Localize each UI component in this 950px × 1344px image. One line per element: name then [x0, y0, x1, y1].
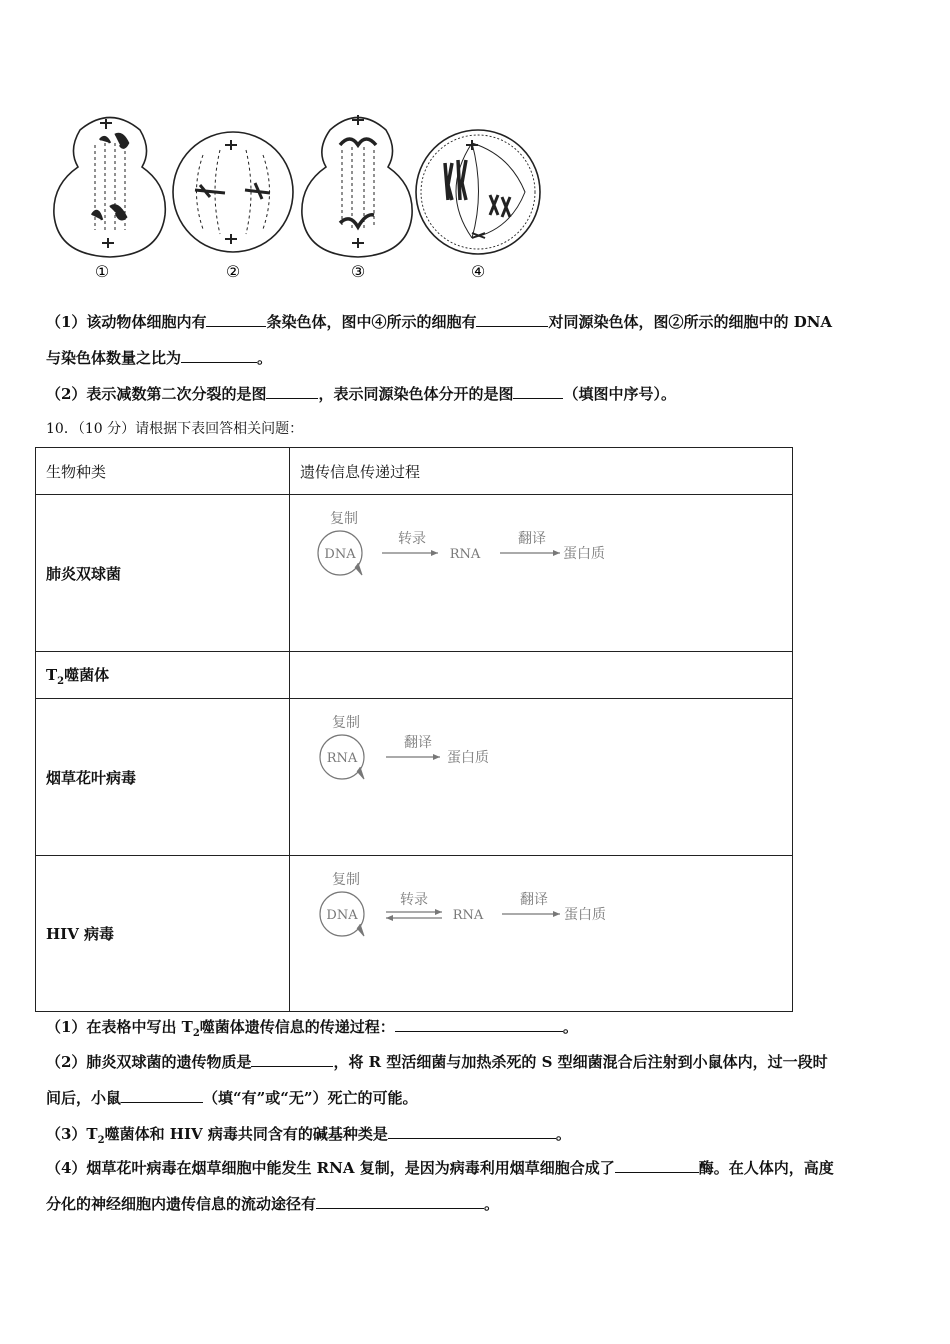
- q10-title: 10．（10 分）请根据下表回答相关问题：: [46, 421, 304, 437]
- process-cell-t2-phage-empty[interactable]: [290, 652, 793, 699]
- q10-s3-subscript: 2: [97, 1135, 105, 1146]
- q9-p2-text-c: （填图中序号）。: [563, 385, 676, 403]
- diagram-dna-rna-protein-reverse: [300, 866, 620, 946]
- q10-s3-text-a: （3）T: [46, 1125, 98, 1143]
- diagram1-transcribe-label: 转录: [398, 531, 426, 547]
- diagram2-protein: 蛋白质: [447, 750, 489, 766]
- blank-homologous-pairs[interactable]: [476, 312, 548, 327]
- cell-1-drawing: [54, 118, 165, 258]
- q10-s2-text-d: （填“有”或“无”）死亡的可能。: [203, 1089, 418, 1107]
- diagram-dna-rna-protein: [300, 505, 620, 585]
- q9-part1-line1: [46, 311, 832, 332]
- q10-sub2-line2: [46, 1087, 418, 1108]
- header-process: 遗传信息传递过程: [290, 448, 793, 495]
- blank-homolog-separation[interactable]: [513, 384, 563, 399]
- blank-t2-process[interactable]: [395, 1017, 563, 1032]
- diagram3-dna: DNA: [326, 908, 358, 923]
- q9-p1-text-e: 。: [257, 349, 273, 367]
- blank-genetic-material[interactable]: [251, 1052, 333, 1067]
- diagram1-rna: RNA: [449, 547, 481, 562]
- q9-p1-text-d: 与染色体数量之比为: [46, 349, 182, 367]
- process-cell-pneumococcus: [290, 495, 793, 652]
- q9-p2-text-b: ，表示同源染色体分开的是图: [318, 385, 514, 403]
- blank-meiosis-ii[interactable]: [266, 384, 318, 399]
- cell-2-drawing: [173, 132, 293, 252]
- diagram3-transcribe-label: 转录: [400, 892, 428, 908]
- diagram1-replicate-label: 复制: [330, 511, 358, 527]
- diagram1-dna: DNA: [324, 547, 356, 562]
- diagram3-rna: RNA: [452, 908, 484, 923]
- diagram2-loop-arrowhead: [357, 767, 364, 779]
- q10-s2-text-b: ，将 R 型活细菌与加热杀死的 S 型细菌混合后注射到小鼠体内，过一段时: [333, 1053, 828, 1071]
- diagram3-reverse-arrowhead: [386, 915, 393, 921]
- q10-s2-text-a: （2）肺炎双球菌的遗传物质是: [46, 1053, 252, 1071]
- cell-3-drawing: [302, 115, 412, 257]
- genetic-info-table: [35, 447, 793, 1012]
- diagram1-loop-arrowhead: [355, 563, 362, 575]
- q10-s4-text-a: （4）烟草花叶病毒在烟草细胞中能发生 RNA 复制，是因为病毒利用烟草细胞合成了: [46, 1159, 615, 1177]
- diagram3-protein: 蛋白质: [564, 907, 606, 923]
- diagram2-translate-label: 翻译: [404, 735, 432, 751]
- cell-division-figure: [40, 105, 560, 285]
- q10-s3-text-c: 。: [555, 1125, 571, 1143]
- t2-name-rest: 噬菌体: [64, 665, 110, 684]
- diagram2-rna: RNA: [326, 751, 358, 766]
- blank-common-bases[interactable]: [388, 1124, 556, 1139]
- diagram2-replicate-label: 复制: [332, 715, 360, 731]
- figure-label-3: ③: [350, 262, 366, 281]
- table-row: [36, 495, 793, 652]
- table-row: [36, 652, 793, 699]
- diagram3-replicate-label: 复制: [332, 872, 360, 888]
- table-header-row: [36, 448, 793, 495]
- q9-p1-text-c: 对同源染色体，图②所示的细胞中的 DNA: [548, 313, 833, 331]
- row-name-hiv: HIV 病毒: [36, 856, 290, 1012]
- blank-info-flow[interactable]: [316, 1194, 484, 1209]
- cell-4-drawing: [416, 130, 540, 254]
- figure-label-2: ②: [225, 262, 241, 281]
- q10-sub2-line1: [46, 1051, 828, 1072]
- blank-dna-ratio[interactable]: [181, 348, 257, 363]
- q9-p1-text-b: 条染色体，图中④所示的细胞有: [266, 313, 477, 331]
- diagram-rna-protein: [300, 709, 620, 789]
- q10-sub4-line1: [46, 1157, 834, 1178]
- diagram3-translate-arrowhead: [553, 911, 560, 917]
- process-cell-hiv: [290, 856, 793, 1012]
- diagram1-translate-label: 翻译: [518, 531, 546, 547]
- q9-part2: [46, 383, 676, 404]
- q10-s1-text-c: 。: [562, 1018, 578, 1036]
- row-name-tmv: 烟草花叶病毒: [36, 699, 290, 856]
- process-cell-tmv: [290, 699, 793, 856]
- diagram1-translate-arrowhead: [553, 550, 560, 556]
- header-species: 生物种类: [36, 448, 290, 495]
- q9-part1-line2: [46, 347, 272, 368]
- q9-p2-text-a: （2）表示减数第二次分裂的是图: [46, 385, 267, 403]
- diagram3-loop-arrowhead: [357, 924, 364, 936]
- q10-s4-text-c: 分化的神经细胞内遗传信息的流动途径有: [46, 1195, 317, 1213]
- q10-sub1: [46, 1016, 578, 1039]
- t2-letter: T: [46, 665, 58, 684]
- figure-label-4: ④: [470, 262, 486, 281]
- row-name-pneumococcus: 肺炎双球菌: [36, 495, 290, 652]
- q10-s4-text-b: 酶。在人体内，高度: [698, 1159, 834, 1177]
- t2-subscript: 2: [57, 675, 65, 687]
- table-row: [36, 699, 793, 856]
- q10-s4-text-d: 。: [484, 1195, 500, 1213]
- blank-mouse-death[interactable]: [121, 1088, 203, 1103]
- q10-s2-text-c: 间后，小鼠: [46, 1089, 122, 1107]
- q10-sub4-line2: [46, 1193, 499, 1214]
- q10-s1-subscript: 2: [192, 1028, 200, 1039]
- q10-s1-text-a: （1）在表格中写出 T: [46, 1018, 193, 1036]
- diagram1-protein: 蛋白质: [563, 546, 605, 562]
- q9-p1-text-a: （1）该动物体细胞内有: [46, 313, 207, 331]
- diagram2-translate-arrowhead: [433, 754, 440, 760]
- q10-s3-text-b: 噬菌体和 HIV 病毒共同含有的碱基种类是: [104, 1125, 388, 1143]
- q10-sub3: [46, 1123, 571, 1146]
- blank-chromosome-count[interactable]: [206, 312, 266, 327]
- diagram3-translate-label: 翻译: [520, 892, 548, 908]
- q10-s1-text-b: 噬菌体遗传信息的传递过程：: [199, 1018, 395, 1036]
- figure-label-1: ①: [94, 262, 110, 281]
- diagram3-transcribe-arrowhead: [435, 909, 442, 915]
- diagram1-transcribe-arrowhead: [431, 550, 438, 556]
- table-row: [36, 856, 793, 1012]
- blank-enzyme[interactable]: [615, 1158, 699, 1173]
- row-name-t2-phage: [36, 652, 290, 699]
